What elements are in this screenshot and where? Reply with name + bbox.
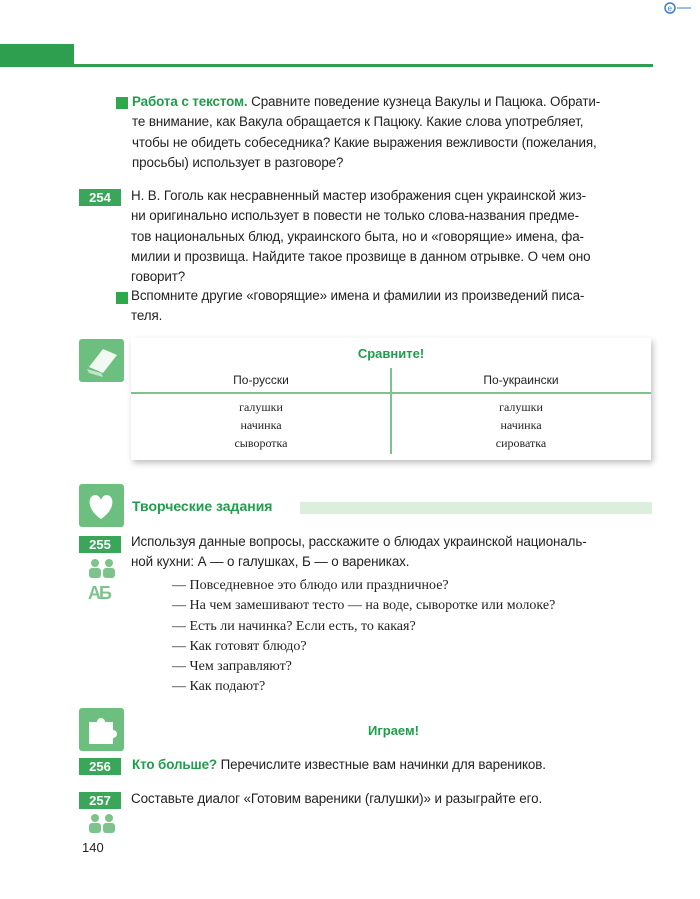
question-item: — На чем замешивают тесто — на воде, сыворотке или молоке? bbox=[172, 598, 556, 614]
pair-work-icon bbox=[86, 812, 118, 834]
exercise-number: 255 bbox=[79, 536, 121, 553]
exercise-number: 256 bbox=[79, 758, 121, 775]
column-header-ukrainian: По-украински bbox=[483, 373, 559, 387]
ab-variant-icon: АБ bbox=[88, 583, 110, 603]
compare-table bbox=[131, 338, 651, 460]
exercise-255-text bbox=[131, 532, 651, 573]
header-rule bbox=[0, 64, 653, 67]
ex254-task-line: Вспомните другие «говорящие» имена и фамилии из произведений писа- bbox=[131, 288, 585, 303]
compare-icon bbox=[79, 339, 124, 382]
intro-label: Работа с текстом. bbox=[132, 94, 248, 109]
ex254-line: ни оригинально использует в повести не только слова-названия предме- bbox=[131, 208, 579, 224]
ex254-line: Н. В. Гоголь как несравненный мастер изображения сцен украинской жиз- bbox=[131, 188, 586, 203]
task-marker-icon bbox=[116, 292, 128, 304]
intro-line: чтобы не обидеть собеседника? Какие выражения вежливости (пожелания, bbox=[132, 134, 597, 150]
ex256-label: Кто больше? bbox=[132, 757, 217, 772]
corner-logo-text: e bbox=[667, 4, 672, 13]
ex254-line: милии и прозвища. Найдите такое прозвище в данном отрывке. О чем оно bbox=[131, 248, 591, 264]
question-item: — Есть ли начинка? Если есть, то какая? bbox=[172, 618, 416, 634]
cell-ru: начинка bbox=[240, 418, 282, 432]
question-list bbox=[172, 576, 652, 698]
page-number: 140 bbox=[82, 840, 104, 855]
exercise-257-text: Составьте диалог «Готовим вареники (галушки)» и разыграйте его. bbox=[131, 791, 543, 806]
column-header-russian: По-русски bbox=[233, 373, 289, 387]
question-item: — Повседневное это блюдо или праздничное? bbox=[172, 578, 449, 593]
cell-ua: галушки bbox=[499, 400, 543, 414]
ex254-task bbox=[131, 286, 651, 327]
exercise-number: 257 bbox=[79, 792, 121, 809]
ex254-task-line: теля. bbox=[131, 308, 163, 324]
russian-column bbox=[131, 398, 391, 452]
cell-ru: сыворотка bbox=[234, 436, 288, 450]
exercise-256-text bbox=[132, 755, 652, 775]
exercise-254-text bbox=[131, 186, 651, 287]
creative-section-title: Творческие задания bbox=[132, 498, 273, 514]
intro-line: просьбы) использует в разговоре? bbox=[132, 154, 344, 170]
play-section-title: Играем! bbox=[368, 723, 419, 738]
cell-ua: сироватка bbox=[495, 436, 547, 450]
intro-line: Сравните поведение кузнеца Вакулы и Пацюка. Обрати- bbox=[251, 94, 601, 109]
puzzle-icon bbox=[79, 708, 124, 751]
intro-line: те внимание, как Вакула обращается к Пацюку. Какие слова употребляет, bbox=[132, 114, 584, 130]
pair-work-icon bbox=[86, 557, 118, 579]
question-item: — Чем заправляют? bbox=[172, 659, 292, 675]
compare-title: Сравните! bbox=[357, 346, 425, 361]
ex256-text: Перечислите известные вам начинки для вареников. bbox=[220, 757, 546, 772]
section-header: Развитие речи. Культура речи bbox=[80, 47, 274, 62]
ex255-line: Используя данные вопросы, расскажите о блюдах украинской националь- bbox=[131, 534, 587, 549]
ukrainian-column bbox=[391, 398, 651, 452]
corner-logo-icon bbox=[664, 2, 694, 14]
question-item: — Как подают? bbox=[172, 679, 266, 695]
cell-ua: начинка bbox=[500, 418, 542, 432]
task-marker-icon bbox=[116, 97, 128, 109]
creative-section-bar bbox=[300, 502, 652, 514]
creative-heart-icon bbox=[79, 484, 124, 527]
cell-ru: галушки bbox=[239, 400, 283, 414]
question-item: — Как готовят блюдо? bbox=[172, 638, 307, 654]
intro-paragraph bbox=[132, 92, 652, 173]
ex254-line: тов национальных блюд, украинского быта, но и «говорящие» имена, фа- bbox=[131, 228, 584, 244]
exercise-number: 254 bbox=[79, 189, 121, 206]
ex254-line: говорит? bbox=[131, 269, 186, 285]
ex255-line: ной кухни: А — о галушках, Б — о варениках. bbox=[131, 554, 410, 570]
